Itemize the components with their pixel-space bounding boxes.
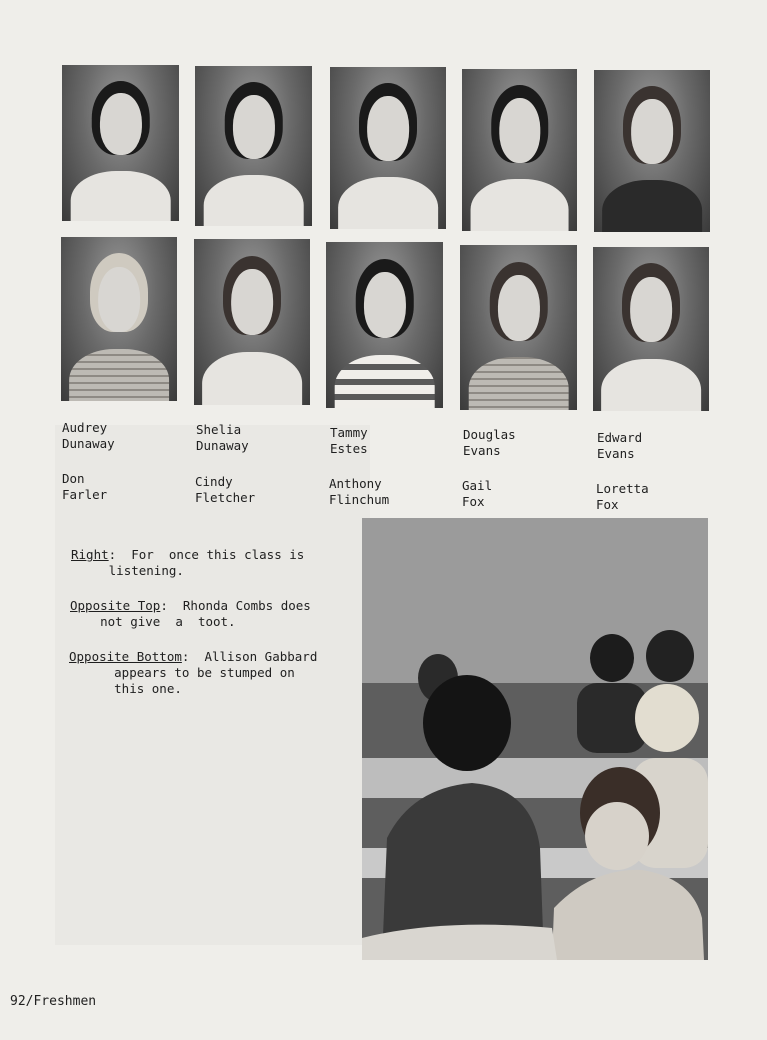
classroom-photo bbox=[362, 518, 708, 960]
first-name: Douglas bbox=[463, 427, 516, 442]
first-name: Cindy bbox=[195, 474, 233, 489]
last-name: Estes bbox=[330, 441, 368, 456]
portrait-clothing bbox=[602, 180, 702, 232]
portrait-loretta-fox bbox=[593, 247, 709, 411]
classroom-scene bbox=[362, 518, 708, 960]
portrait-clothing bbox=[202, 352, 302, 405]
first-name: Tammy bbox=[330, 425, 368, 440]
last-name: Dunaway bbox=[196, 438, 249, 453]
first-name: Loretta bbox=[596, 481, 649, 496]
student-name bbox=[462, 478, 492, 510]
first-name: Don bbox=[62, 471, 85, 486]
student-head bbox=[646, 630, 694, 682]
portrait-face bbox=[363, 272, 405, 338]
student-name bbox=[62, 420, 115, 452]
student-name bbox=[330, 425, 368, 457]
portrait-shelia-dunaway bbox=[195, 66, 312, 226]
student-name bbox=[596, 481, 649, 513]
portrait-don-farler bbox=[61, 237, 177, 401]
portrait-cindy-fletcher bbox=[194, 239, 310, 405]
portrait-edward-evans bbox=[594, 70, 710, 232]
portrait-face bbox=[499, 98, 540, 163]
student-name bbox=[597, 430, 642, 462]
last-name: Flinchum bbox=[329, 492, 390, 507]
caption-label: Right bbox=[71, 547, 109, 562]
portrait-face bbox=[98, 267, 140, 333]
caption-line: Rhonda Combs does bbox=[182, 598, 311, 613]
student-head bbox=[635, 684, 699, 752]
portrait-douglas-evans bbox=[462, 69, 577, 231]
first-name: Edward bbox=[597, 430, 643, 445]
student-name bbox=[195, 474, 255, 506]
first-name: Audrey bbox=[62, 420, 108, 435]
student-face bbox=[585, 802, 649, 870]
portrait-clothing bbox=[338, 177, 438, 229]
caption-line: Allison Gabbard bbox=[204, 649, 318, 664]
last-name: Farler bbox=[62, 487, 108, 502]
caption-right: Right: For once this class is listening. bbox=[71, 547, 305, 578]
portrait-face bbox=[630, 277, 672, 343]
caption-opposite-bottom: Opposite Bottom: Allison Gabbard appears to be stumped on this one. bbox=[69, 649, 318, 696]
caption-line: For once this class is bbox=[131, 547, 305, 562]
caption-line: listening. bbox=[108, 563, 184, 578]
caption-label: Opposite Top bbox=[70, 598, 161, 613]
student-name bbox=[196, 422, 249, 454]
portrait-gail-fox bbox=[460, 245, 577, 410]
first-name: Shelia bbox=[196, 422, 242, 437]
portrait-clothing bbox=[468, 357, 569, 410]
student-head bbox=[423, 675, 511, 771]
portrait-clothing bbox=[69, 349, 169, 401]
portrait-clothing bbox=[334, 355, 435, 408]
caption-opposite-top: Opposite Top: Rhonda Combs does not give a toot. bbox=[70, 598, 311, 629]
portrait-face bbox=[232, 95, 274, 159]
portrait-clothing bbox=[70, 171, 171, 221]
portrait-audrey-dunaway bbox=[62, 65, 179, 221]
caption-line: this one. bbox=[114, 681, 182, 696]
last-name: Fox bbox=[462, 494, 485, 509]
last-name: Evans bbox=[463, 443, 501, 458]
last-name: Evans bbox=[597, 446, 635, 461]
last-name: Fox bbox=[596, 497, 619, 512]
last-name: Fletcher bbox=[195, 490, 256, 505]
caption-line: not give a toot. bbox=[100, 614, 236, 629]
first-name: Gail bbox=[462, 478, 493, 493]
student-name bbox=[62, 471, 107, 503]
student-head bbox=[590, 634, 634, 682]
portrait-face bbox=[367, 96, 409, 161]
caption-line: appears to be stumped on bbox=[114, 665, 295, 680]
portrait-clothing bbox=[470, 179, 569, 231]
page-folio: 92/Freshmen bbox=[10, 994, 97, 1009]
portrait-face bbox=[231, 269, 273, 335]
portrait-anthony-flinchum bbox=[326, 242, 443, 408]
first-name: Anthony bbox=[329, 476, 382, 491]
portrait-clothing bbox=[203, 175, 304, 226]
portrait-face bbox=[497, 275, 539, 341]
portrait-tammy-estes bbox=[330, 67, 446, 229]
student-name bbox=[329, 476, 389, 508]
student-name bbox=[463, 427, 516, 459]
caption-label: Opposite Bottom bbox=[69, 649, 182, 664]
portrait-face bbox=[631, 99, 673, 164]
last-name: Dunaway bbox=[62, 436, 115, 451]
portrait-clothing bbox=[601, 359, 701, 411]
portrait-face bbox=[99, 93, 141, 155]
